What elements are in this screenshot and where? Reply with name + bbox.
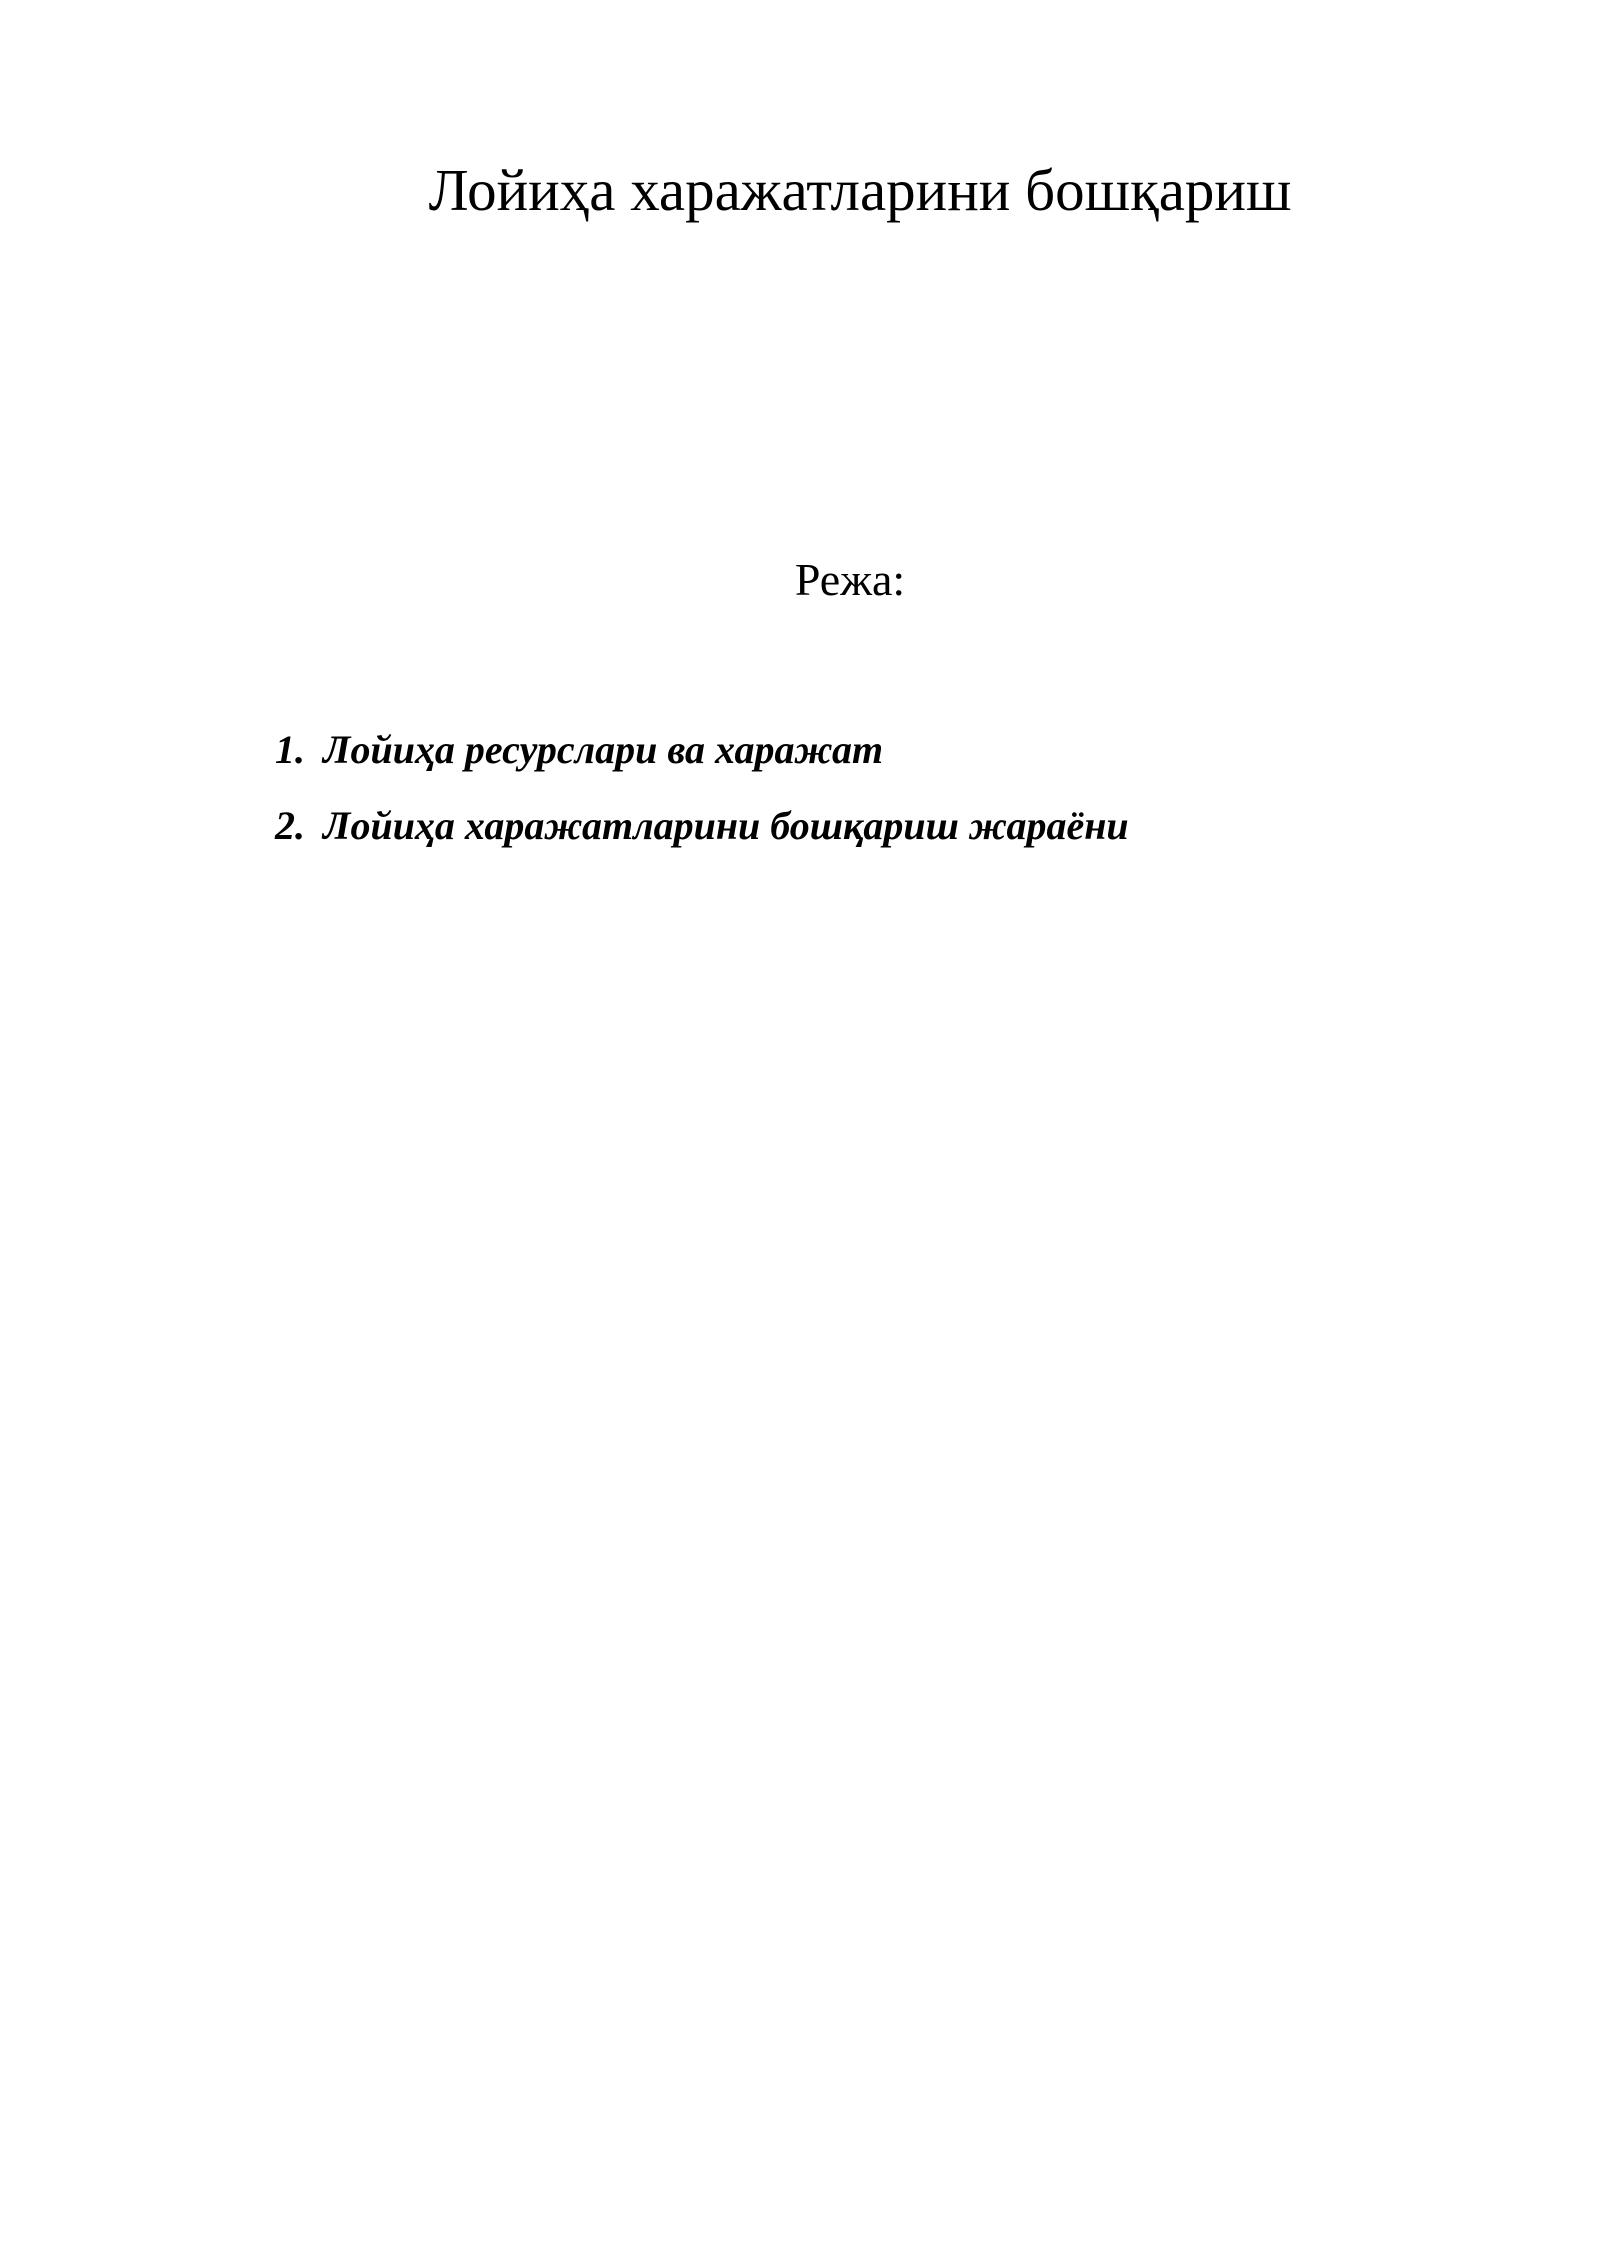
plan-item-number: 2. [275,803,305,848]
plan-heading: Режа: [794,554,906,605]
plan-item [275,788,1129,864]
document-title: Лойиҳа харажатларини бошқариш [428,157,1292,223]
plan-list [275,712,1129,864]
plan-item [275,712,1129,788]
plan-item-number: 1. [275,727,305,772]
plan-item-text: Лойиҳа харажатларини бошқариш жараёни [323,803,1129,848]
plan-item-text: Лойиҳа ресурслари ва харажат [323,727,884,772]
